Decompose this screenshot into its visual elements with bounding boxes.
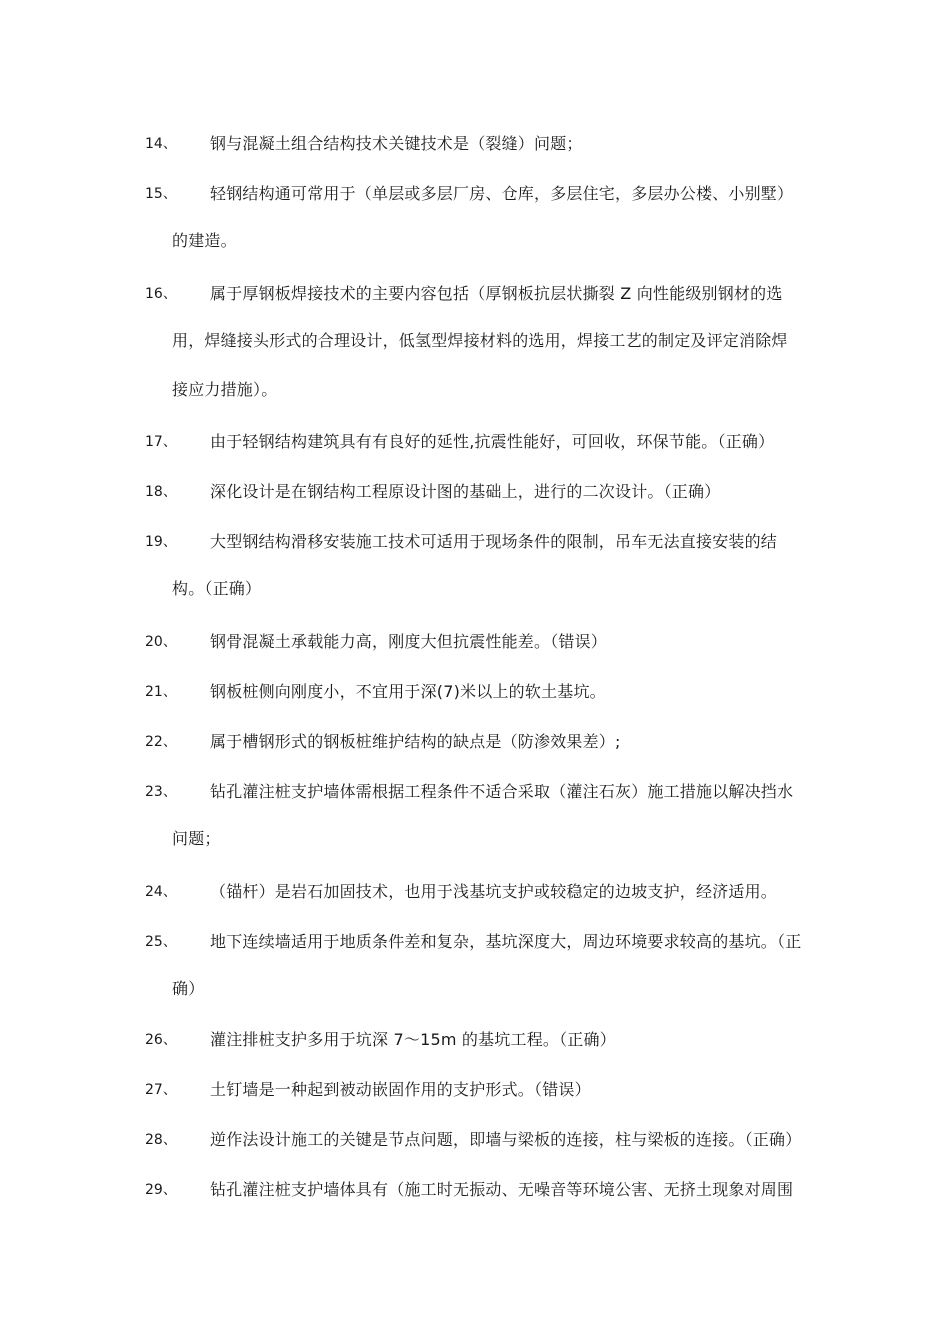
item-text: 钢板桩侧向刚度小，不宜用于深(7)米以上的软土基坑。 (210, 682, 606, 701)
item-number: 24、 (145, 884, 177, 900)
item-number: 22、 (145, 734, 177, 750)
item-text-continuation: 的建造。 (172, 231, 237, 250)
item-text: 灌注排桩支护多用于坑深 7～15m 的基坑工程。（正确） (210, 1030, 616, 1049)
item-text-continuation: 构。（正确） (172, 579, 262, 598)
item-text: 钢骨混凝土承载能力高，刚度大但抗震性能差。（错误） (210, 632, 608, 651)
item-text: 逆作法设计施工的关键是节点问题，即墙与梁板的连接，柱与梁板的连接。（正确） (210, 1130, 802, 1149)
item-text: 大型钢结构滑移安装施工技术可适用于现场条件的限制，吊车无法直接安装的结 (210, 532, 778, 551)
item-text: 土钉墙是一种起到被动嵌固作用的支护形式。（错误） (210, 1080, 591, 1099)
item-text: （锚杆）是岩石加固技术，也用于浅基坑支护或较稳定的边坡支护，经济适用。 (210, 882, 778, 901)
item-text: 钢与混凝土组合结构技术关键技术是（裂缝）问题； (210, 134, 583, 153)
item-text-continuation: 接应力措施）。 (172, 380, 278, 399)
item-text: 由于轻钢结构建筑具有有良好的延性,抗震性能好，可回收，环保节能。（正确） (210, 432, 775, 451)
item-number: 29、 (145, 1182, 177, 1198)
item-number: 18、 (145, 484, 177, 500)
item-number: 14、 (145, 136, 177, 152)
item-number: 25、 (145, 934, 177, 950)
item-number: 28、 (145, 1132, 177, 1148)
item-number: 17、 (145, 434, 177, 450)
item-number: 19、 (145, 534, 177, 550)
item-number: 20、 (145, 634, 177, 650)
item-text: 地下连续墙适用于地质条件差和复杂，基坑深度大，周边环境要求较高的基坑。（正 (210, 932, 802, 951)
item-number: 15、 (145, 186, 177, 202)
item-number: 26、 (145, 1032, 177, 1048)
item-text-continuation: 确） (172, 979, 205, 998)
item-text-continuation: 问题； (172, 829, 221, 848)
item-number: 16、 (145, 286, 177, 302)
item-number: 21、 (145, 684, 177, 700)
item-text: 轻钢结构通可常用于（单层或多层厂房、仓库，多层住宅，多层办公楼、小别墅） (210, 184, 794, 203)
item-text-continuation: 用，焊缝接头形式的合理设计，低氢型焊接材料的选用，焊接工艺的制定及评定消除焊 (172, 331, 788, 350)
item-text: 深化设计是在钢结构工程原设计图的基础上，进行的二次设计。（正确） (210, 482, 721, 501)
item-text: 钻孔灌注桩支护墙体具有（施工时无振动、无噪音等环境公害、无挤土现象对周围 (210, 1180, 794, 1199)
item-text: 属于厚钢板焊接技术的主要内容包括（厚钢板抗层状撕裂 Z 向性能级别钢材的选 (210, 284, 783, 303)
item-text: 钻孔灌注桩支护墙体需根据工程条件不适合采取（灌注石灰）施工措施以解决挡水 (210, 782, 794, 801)
item-text: 属于槽钢形式的钢板桩维护结构的缺点是（防渗效果差）; (210, 732, 621, 751)
item-number: 23、 (145, 784, 177, 800)
item-number: 27、 (145, 1082, 177, 1098)
